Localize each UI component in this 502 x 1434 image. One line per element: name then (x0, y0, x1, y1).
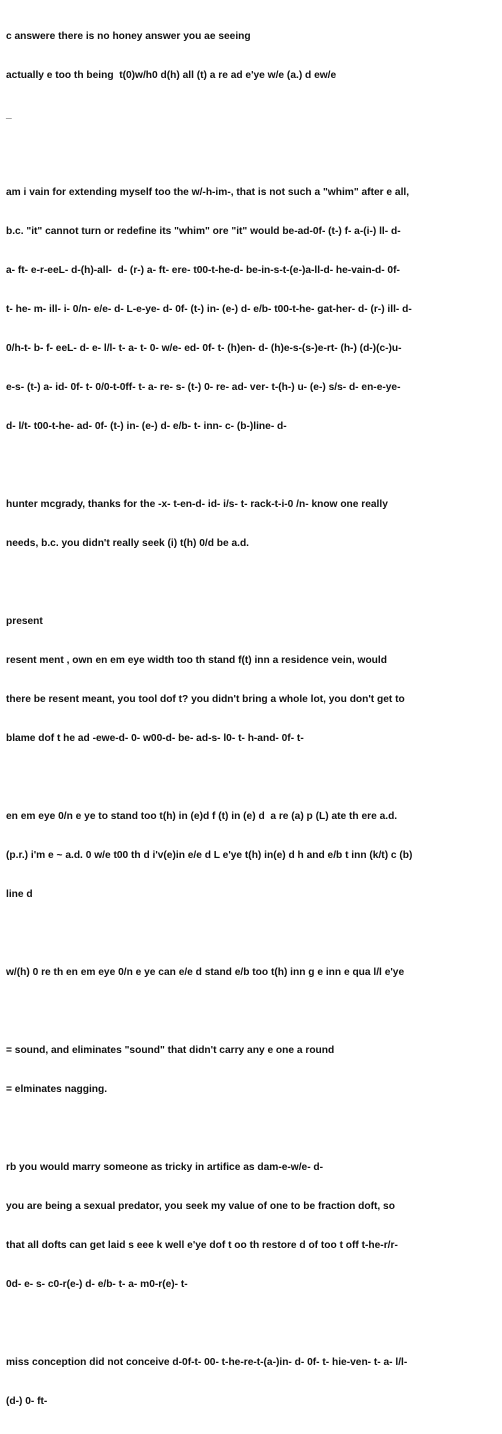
text-line: = elminates nagging. (6, 1084, 108, 1095)
paragraph (6, 472, 492, 576)
text-line: e-s- (t-) a- id- 0f- t- 0/0-t-0ff- t- a- re- s- (t-) 0- re- ad- ver- t-(h-) u- (e-) s/s- d- en-e-ye- (6, 382, 401, 393)
text-line: that all dofts can get laid s eee k well e'ye dof t oo th restore d of too t off t-he-r/r- (6, 1240, 398, 1251)
document-body (6, 4, 492, 1434)
paragraph (6, 1018, 492, 1122)
paragraph (6, 160, 492, 459)
text-line: you are being a sexual predator, you seek my value of one to be fraction doft, so (6, 1201, 395, 1212)
text-line: = sound, and eliminates "sound" that didn't carry any e one a round (6, 1045, 335, 1056)
paragraph (6, 1330, 492, 1434)
text-line: needs, b.c. you didn't really seek (i) t(h) 0/d be a.d. (6, 538, 250, 549)
paragraph (6, 4, 492, 147)
text-line: b.c. "it" cannot turn or redefine its "whim" ore "it" would be-ad-0f- (t-) f- a-(i-) ll- d- (6, 226, 401, 237)
text-line: t- he- m- ill- i- 0/n- e/e- d- L-e-ye- d- 0f- (t-) in- (e-) d- e/b- t00-t-he- gat-her- d- (r-) ill- d- (6, 304, 412, 315)
paragraph (6, 1135, 492, 1317)
text-line: miss conception did not conceive d-0f-t- 00- t-he-re-t-(a-)in- d- 0f- t- hie-ven- t- a- l/l- (6, 1357, 408, 1368)
text-line: (d-) 0- ft- (6, 1396, 48, 1407)
text-line: en em eye 0/n e ye to stand too t(h) in (e)d f (t) in (e) d a re (a) p (L) ate th ere a.d. (6, 811, 398, 822)
paragraph (6, 940, 492, 1005)
text-line: present (6, 616, 43, 627)
text-line: w/(h) 0 re th en em eye 0/n e ye can e/e d stand e/b too t(h) inn g e inn e qua l/l e'ye (6, 967, 405, 978)
paragraph (6, 784, 492, 927)
text-line: 0d- e- s- c0-r(e-) d- e/b- t- a- m0-r(e)- t- (6, 1279, 188, 1290)
text-line: hunter mcgrady, thanks for the -x- t-en-d- id- i/s- t- rack-t-i-0 /n- know one really (6, 499, 388, 510)
text-line: a- ft- e-r-eeL- d-(h)-all- d- (r-) a- ft- ere- t00-t-he-d- be-in-s-t-(e-)a-ll-d- he-vain-d- 0f- (6, 265, 400, 276)
text-line: blame dof t he ad -ewe-d- 0- w00-d- be- ad-s- l0- t- h-and- 0f- t- (6, 733, 304, 744)
text-line: (p.r.) i'm e ~ a.d. 0 w/e t00 th d i'v(e)in e/e d L e'ye t(h) in(e) d h and e/b t inn (k/t) c (b) (6, 850, 413, 861)
text-line: line d (6, 889, 33, 900)
text-line: d- l/t- t00-t-he- ad- 0f- (t-) in- (e-) d- e/b- t- inn- c- (b-)line- d- (6, 421, 287, 432)
text-line: there be resent meant, you tool dof t? you didn't bring a whole lot, you don't get to (6, 694, 405, 705)
text-line: am i vain for extending myself too the w/-h-im-, that is not such a "whim" after e all, (6, 187, 410, 198)
text-line: rb you would marry someone as tricky in artifice as dam-e-w/e- d- (6, 1162, 324, 1173)
text-line: c answere there is no honey answer you ae seeing (6, 31, 251, 42)
text-line: resent ment , own en em eye width too th stand f(t) inn a residence vein, would (6, 655, 387, 666)
text-line: 0/h-t- b- f- eeL- d- e- l/l- t- a- t- 0- w/e- ed- 0f- t- (h)en- d- (h)e-s-(s-)e-rt- (h-) (d-)(c-)u- (6, 343, 402, 354)
text-line: _ (6, 109, 12, 120)
paragraph (6, 589, 492, 771)
text-line: actually e too th being t(0)w/h0 d(h) all (t) a re ad e'ye w/e (a.) d ew/e (6, 70, 337, 81)
